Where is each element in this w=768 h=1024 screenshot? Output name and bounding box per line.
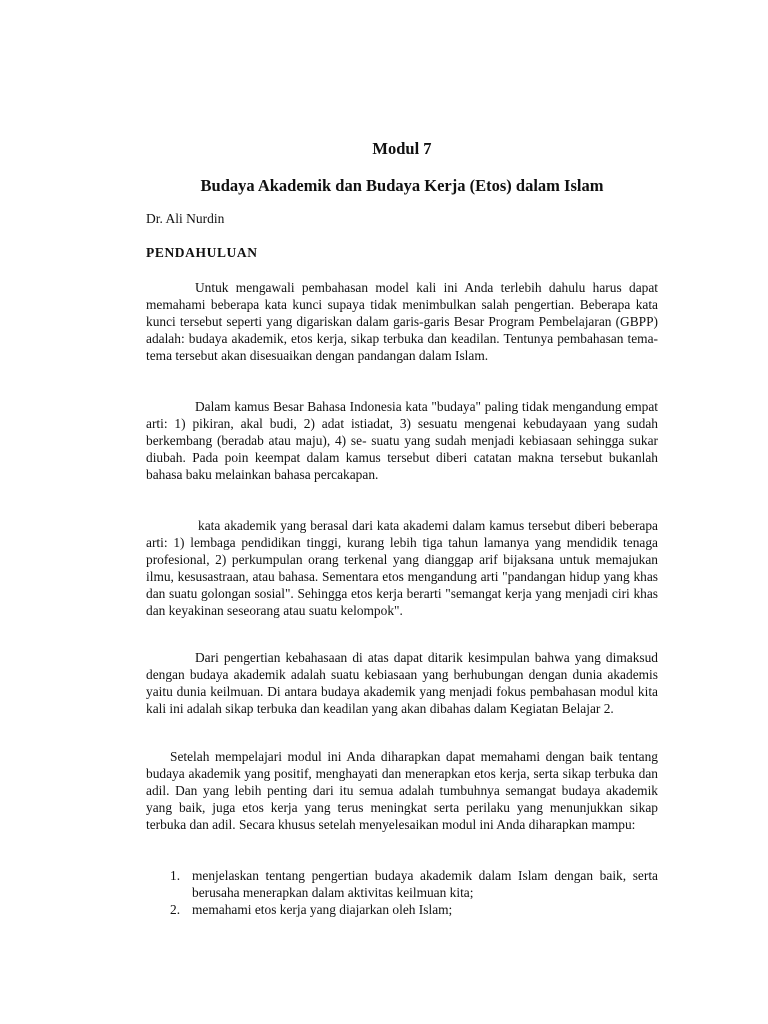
paragraph-3: kata akademik yang berasal dari kata akademi dalam kamus tersebut diberi beberapa arti: 1) lembaga pendidikan tinggi, kurang lebih tiga tahun lamanya yang mendidik tenaga profesional, 2) perkumpulan orang terkenal yang dianggap arif bijaksana untuk memajukan ilmu, kesusastraan, atau bahasa. Sementara etos mengandung arti "pandangan hidup yang khas dan suatu golongan sosial". Sehingga etos kerja berarti "semangat kerja yang menjadi ciri khas dan keyakinan seseorang atau suatu kelompok". <box>146 518 658 619</box>
section-heading: PENDAHULUAN <box>146 245 258 260</box>
module-title: Modul 7 <box>372 139 432 158</box>
paragraph-4: Dari pengertian kebahasaan di atas dapat ditarik kesimpulan bahwa yang dimaksud dengan budaya akademik adalah suatu kebiasaan yang berhubungan dengan dunia akademis yaitu dunia keilmuan. Di antara budaya akademik yang menjadi fokus pembahasan modul kita kali ini adalah sikap terbuka dan keadilan yang akan dibahas dalam Kegiatan Belajar 2. <box>146 650 658 717</box>
list-item <box>170 901 658 918</box>
main-title: Budaya Akademik dan Budaya Kerja (Etos) dalam Islam <box>200 176 604 195</box>
paragraph-2: Dalam kamus Besar Bahasa Indonesia kata "budaya" paling tidak mengandung empat arti: 1) pikiran, akal budi, 2) adat istiadat, 3) sesuatu mengenai kebudayaan yang sudah berkembang (beradab atau maju), 4) se- suatu yang sudah menjadi kebiasaan sehingga sukar diubah. Pada poin keempat dalam kamus tersebut diberi catatan makna tersebut bukanlah bahasa baku melainkan bahasa percakapan. <box>146 399 658 483</box>
objectives-list <box>170 867 658 918</box>
document-page <box>146 0 658 1024</box>
list-item-text: menjelaskan tentang pengertian budaya akademik dalam Islam dengan baik, serta berusaha menerapkan dalam aktivitas keilmuan kita; <box>192 868 658 901</box>
paragraph-5: Setelah mempelajari modul ini Anda diharapkan dapat memahami dengan baik tentang budaya akademik yang positif, menghayati dan menerapkan etos kerja, serta sikap terbuka dan adil. Dan yang lebih penting dari itu semua adalah tumbuhnya semangat budaya akademik yang baik, juga etos kerja yang terus meningkat serta perilaku yang menunjukkan sikap terbuka dan adil. Secara khusus setelah menyelesaikan modul ini Anda diharapkan mampu: <box>146 749 658 833</box>
list-item-text: memahami etos kerja yang diajarkan oleh Islam; <box>192 902 453 918</box>
list-item-number: 2. <box>170 902 181 918</box>
author-name: Dr. Ali Nurdin <box>146 211 225 226</box>
paragraph-1: Untuk mengawali pembahasan model kali ini Anda terlebih dahulu harus dapat memahami beberapa kata kunci supaya tidak menimbulkan salah pengertian. Beberapa kata kunci tersebut seperti yang digariskan dalam garis-garis Besar Program Pembelajaran (GBPP) adalah: budaya akademik, etos kerja, sikap terbuka dan keadilan. Tentunya pembahasan tema-tema tersebut akan disesuaikan dengan pandangan dalam Islam. <box>146 280 658 364</box>
list-item-number: 1. <box>170 868 181 883</box>
list-item <box>170 867 658 901</box>
